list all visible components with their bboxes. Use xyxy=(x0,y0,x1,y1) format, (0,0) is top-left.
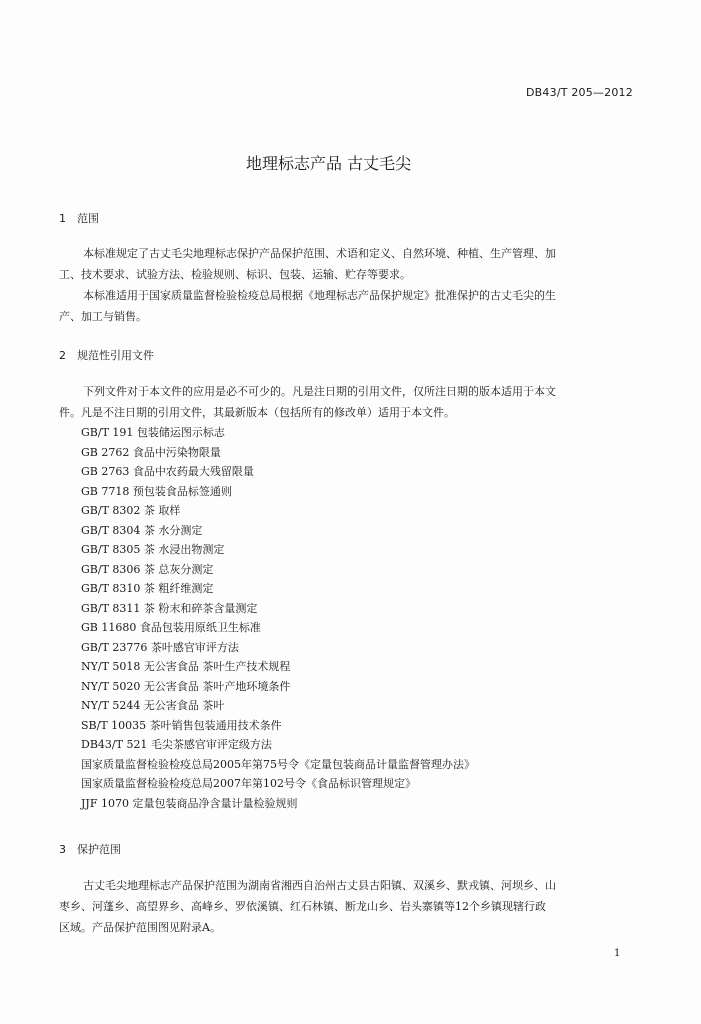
reference-item: 国家质量监督检验检疫总局2007年第102号令《食品标识管理规定》 xyxy=(81,777,416,790)
page-number: 1 xyxy=(614,948,621,959)
reference-item: NY/T 5244 无公害食品 茶叶 xyxy=(81,699,225,712)
reference-item: DB43/T 521 毛尖茶感官审评定级方法 xyxy=(81,738,272,751)
section-number: 3 xyxy=(59,843,66,856)
section-3-heading xyxy=(59,841,121,857)
reference-item: JJF 1070 定量包装商品净含量计量检验规则 xyxy=(81,796,298,810)
reference-item: GB/T 8305 茶 水浸出物测定 xyxy=(81,543,225,556)
paragraph-line: 区域。产品保护范围图见附录A。 xyxy=(59,921,221,934)
reference-item: GB/T 23776 茶叶感官审评方法 xyxy=(81,640,239,654)
reference-item: GB/T 8304 茶 水分测定 xyxy=(81,523,203,537)
reference-item: GB/T 8311 茶 粉末和碎茶含量测定 xyxy=(81,601,258,615)
section-2-heading xyxy=(59,347,154,363)
reference-item: 国家质量监督检验检疫总局2005年第75号令《定量包装商品计量监督管理办法》 xyxy=(81,757,475,771)
section-title: 规范性引用文件 xyxy=(77,349,154,362)
document-title: 地理标志产品 古丈毛尖 xyxy=(246,154,412,173)
reference-item: SB/T 10035 茶叶销售包装通用技术条件 xyxy=(81,718,282,732)
section-title: 保护范围 xyxy=(77,843,121,856)
reference-item: GB/T 8302 茶 取样 xyxy=(81,504,181,517)
paragraph-line: 工、技术要求、试验方法、检验规则、标识、包装、运输、贮存等要求。 xyxy=(59,268,411,281)
paragraph-line: 产、加工与销售。 xyxy=(59,310,147,323)
paragraph-line: 件。凡是不注日期的引用文件，其最新版本（包括所有的修改单）适用于本文件。 xyxy=(59,406,455,419)
reference-item: GB/T 191 包装储运图示标志 xyxy=(81,426,225,439)
paragraph-line: 枣乡、河蓬乡、高望界乡、高峰乡、罗依溪镇、红石林镇、断龙山乡、岩头寨镇等12个乡镇现辖行政 xyxy=(59,900,546,913)
reference-item: GB 11680 食品包装用原纸卫生标准 xyxy=(81,621,261,634)
paragraph-line: 下列文件对于本文件的应用是必不可少的。凡是注日期的引用文件，仅所注日期的版本适用于本文 xyxy=(83,385,556,398)
reference-item: GB/T 8310 茶 粗纤维测定 xyxy=(81,582,214,595)
reference-item: GB 2762 食品中污染物限量 xyxy=(81,445,221,459)
paragraph-line: 本标准适用于国家质量监督检验检疫总局根据《地理标志产品保护规定》批准保护的古丈毛尖的生 xyxy=(83,289,556,302)
section-title: 范围 xyxy=(77,212,99,225)
reference-item: GB 7718 预包装食品标签通则 xyxy=(81,484,232,498)
paragraph-line: 本标准规定了古丈毛尖地理标志保护产品保护范围、术语和定义、自然环境、种植、生产管理、加 xyxy=(83,247,556,260)
section-1-heading xyxy=(59,210,99,226)
reference-item: NY/T 5020 无公害食品 茶叶产地环境条件 xyxy=(81,679,291,693)
reference-item: GB/T 8306 茶 总灰分测定 xyxy=(81,562,214,576)
section-number: 1 xyxy=(59,212,66,225)
reference-item: NY/T 5018 无公害食品 茶叶生产技术规程 xyxy=(81,660,291,673)
section-number: 2 xyxy=(59,349,66,362)
standard-code: DB43/T 205—2012 xyxy=(526,86,633,99)
paragraph-line: 古丈毛尖地理标志产品保护范围为湖南省湘西自治州古丈县古阳镇、双溪乡、默戎镇、河坝乡、山 xyxy=(83,879,556,892)
reference-list xyxy=(81,423,475,813)
reference-item: GB 2763 食品中农药最大残留限量 xyxy=(81,465,254,478)
